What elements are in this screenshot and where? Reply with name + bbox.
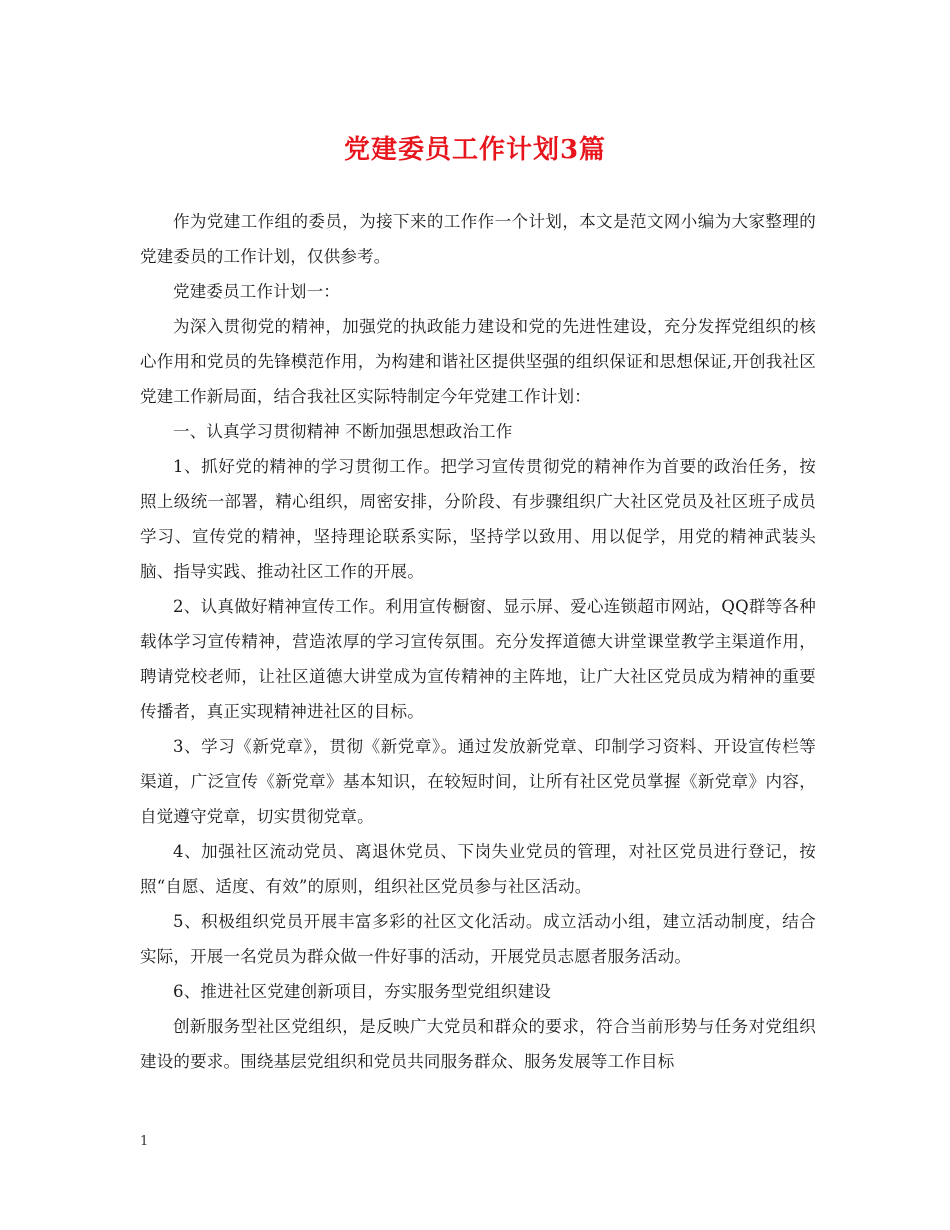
section-heading-one: 一、认真学习贯彻精神 不断加强思想政治工作	[173, 422, 513, 441]
paragraph-item-5: 5、积极组织党员开展丰富多彩的社区文化活动。成立活动小组，建立活动制度，结合实际，开展一名党员为群众做一件好事的活动，开展党员志愿者服务活动。	[140, 912, 816, 966]
document-body	[140, 204, 816, 1079]
paragraph-item-6: 6、推进社区党建创新项目，夯实服务型党组织建设	[173, 982, 552, 1001]
paragraph-plan-one-preface: 为深入贯彻党的精神，加强党的执政能力建设和党的先进性建设，充分发挥党组织的核心作用和党员的先锋模范作用，为构建和谐社区提供坚强的组织保证和思想保证,开创我社区党建工作新局面，结合我社区实际特制定今年党建工作计划：	[140, 317, 816, 406]
paragraph-item-6-body: 创新服务型社区党组织，是反映广大党员和群众的要求，符合当前形势与任务对党组织建设的要求。围绕基层党组织和党员共同服务群众、服务发展等工作目标	[140, 1017, 816, 1071]
paragraph-intro: 作为党建工作组的委员，为接下来的工作作一个计划，本文是范文网小编为大家整理的党建委员的工作计划，仅供参考。	[140, 212, 816, 266]
paragraph-item-2: 2、认真做好精神宣传工作。利用宣传橱窗、显示屏、爱心连锁超市网站，QQ群等各种载体学习宣传精神，营造浓厚的学习宣传氛围。充分发挥道德大讲堂课堂教学主渠道作用，聘请党校老师，让社区道德大讲堂成为宣传精神的主阵地，让广大社区党员成为精神的重要传播者，真正实现精神进社区的目标。	[140, 597, 816, 721]
page-title: 党建委员工作计划3篇	[343, 135, 607, 165]
paragraph-item-1: 1、抓好党的精神的学习贯彻工作。把学习宣传贯彻党的精神作为首要的政治任务，按照上级统一部署，精心组织，周密安排，分阶段、有步骤组织广大社区党员及社区班子成员学习、宣传党的精神，坚持理论联系实际，坚持学以致用、用以促学，用党的精神武装头脑、指导实践、推动社区工作的开展。	[140, 457, 816, 581]
page-number: 1	[140, 1134, 149, 1149]
paragraph-item-4: 4、加强社区流动党员、离退休党员、下岗失业党员的管理，对社区党员进行登记，按照“自愿、适度、有效”的原则，组织社区党员参与社区活动。	[140, 842, 816, 896]
paragraph-plan-one-heading: 党建委员工作计划一：	[173, 282, 340, 301]
paragraph-item-3: 3、学习《新党章》，贯彻《新党章》。通过发放新党章、印制学习资料、开设宣传栏等渠道，广泛宣传《新党章》基本知识，在较短时间，让所有社区党员掌握《新党章》内容，自觉遵守党章，切实贯彻党章。	[140, 737, 816, 826]
